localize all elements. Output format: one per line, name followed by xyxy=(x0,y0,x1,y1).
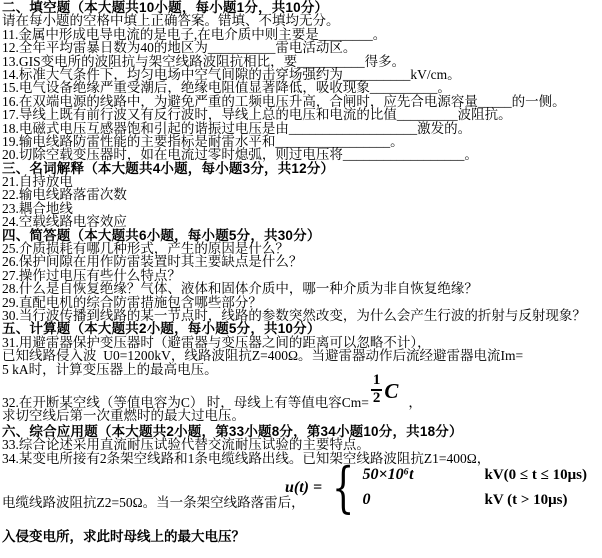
case-1-expression: 50×10⁶t xyxy=(362,466,414,484)
question-11: 11.金属中形成电导电流的是电子,在电介质中则主要是________。 xyxy=(2,26,387,42)
question-20: 20.切除空载变压器时，如在电流过零时熄弧，则过电压将__________________。 xyxy=(2,147,478,163)
section-5-heading: 五、计算题（本大题共2小题，每小题5分，共10分） xyxy=(2,321,321,337)
question-34-line2: 电缆线路波阻抗Z2=50Ω。当一条架空线路落雷后， xyxy=(2,494,305,510)
question-21: 21.自持放电 xyxy=(2,174,73,190)
question-25: 25.介质损耗有哪几种形式，产生的原因是什么？ xyxy=(2,241,289,257)
question-22: 22.输电线路落雷次数 xyxy=(2,187,127,203)
question-15: 15.电气设备绝缘严重受潮后，绝缘电阻值显著降低，吸收现象__________。 xyxy=(2,80,451,96)
section-2-instructions: 请在每小题的空格中填上正确答案。错填、不填均无分。 xyxy=(2,13,340,29)
question-31-line2: 已知线路侵入波 U0=1200kV，线路波阻抗Z=400Ω。当避雷器动作后流经避雷器电流Im= xyxy=(2,348,524,364)
question-14: 14.标准大气条件下，均匀电场中空气间隙的击穿场强约为__________kV/cm。 xyxy=(2,66,461,82)
case-1-condition: kV(0 ≤ t ≤ 10μs) xyxy=(484,467,587,484)
question-13: 13.GIS变电所的波阻抗与架空线路波阻抗相比，要__________得多。 xyxy=(2,53,406,69)
question-32-prefix: 32.在开断某空线（等值电容为C） 时，母线上有等值电容Cm= xyxy=(2,394,369,410)
question-31-line3: 5 kA时，计算变压器上的最高电压。 xyxy=(2,361,218,377)
case-2-expression: 0 xyxy=(362,491,371,509)
question-32-line2: 求切空线后第一次重燃时的最大过电压。 xyxy=(2,407,245,423)
question-16: 16.在双端电源的线路中，为避免严重的工频电压升高，合闸时，应先合电源容量_____的一侧。 xyxy=(2,93,566,109)
question-32-suffix: ， xyxy=(408,394,422,410)
question-18: 18.电磁式电压互感器饱和引起的谐振过电压是由___________________激发的。 xyxy=(2,120,472,136)
fraction-numerator: 1 xyxy=(372,372,381,389)
question-24: 24.空载线路电容效应 xyxy=(2,214,127,230)
question-30: 30.当行波传播到线路的某一节点时，线路的参数突然改变，为什么会产生行波的折射与反射现象？ xyxy=(2,307,586,323)
formula-cases xyxy=(362,466,586,509)
case-2-condition: kV (t > 10μs) xyxy=(484,492,568,509)
one-half-fraction xyxy=(371,373,383,407)
question-31-line1: 31.用避雷器保护变压器时（避雷器与变压器之间的距离可以忽略不计）， xyxy=(2,334,431,350)
question-34-line1: 34.某变电所接有2条架空线路和1条电缆线路出线。已知架空线路波阻抗Z1=400Ω， xyxy=(2,450,491,466)
section-2-heading: 二、填空题（本大题共10小题，每小题1分，共10分） xyxy=(2,0,329,15)
formula-lhs: u(t) = xyxy=(285,478,323,496)
fraction-denominator: 2 xyxy=(372,390,381,407)
question-28: 28.什么是自恢复绝缘？气体、液体和固体介质中，哪一种介质为非自恢复绝缘？ xyxy=(2,281,478,297)
formula-brace: { xyxy=(332,455,355,519)
section-4-heading: 四、简答题（本大题共6小题，每小题5分，共30分） xyxy=(2,227,321,243)
question-23: 23.耦合地线 xyxy=(2,200,73,216)
question-34-line3: 入侵变电所，求此时母线上的最大电压？ xyxy=(2,528,245,544)
formula-case-2 xyxy=(362,491,586,509)
question-17: 17.导线上既有前行波又有反行波时，导线上总的电压和电流的比值_________波阻抗。 xyxy=(2,107,512,123)
question-32-line1 xyxy=(2,372,602,410)
question-29: 29.直配电机的综合防雷措施包含哪些部分？ xyxy=(2,294,262,310)
question-27: 27.操作过电压有些什么特点？ xyxy=(2,267,181,283)
question-33: 33.综合论述采用直流耐压试验代替交流耐压试验的主要特点。 xyxy=(2,437,370,453)
question-26: 26.保护间隙在用作防雷装置时其主要缺点是什么？ xyxy=(2,254,303,270)
capacitance-variable: C xyxy=(384,378,399,403)
section-3-heading: 三、名词解释（本大题共4小题，每小题3分，共12分） xyxy=(2,160,335,176)
question-12: 12.全年平均雷暴日数为40的地区为__________雷电活动区。 xyxy=(2,40,357,56)
formula-case-1 xyxy=(362,466,586,484)
question-19: 19.输电线路防雷性能的主要指标是耐雷水平和_________________。 xyxy=(2,133,404,149)
section-6-heading: 六、综合应用题（本大题共2小题，第33小题8分，第34小题10分，共18分） xyxy=(2,423,463,439)
piecewise-voltage-formula xyxy=(285,455,587,519)
